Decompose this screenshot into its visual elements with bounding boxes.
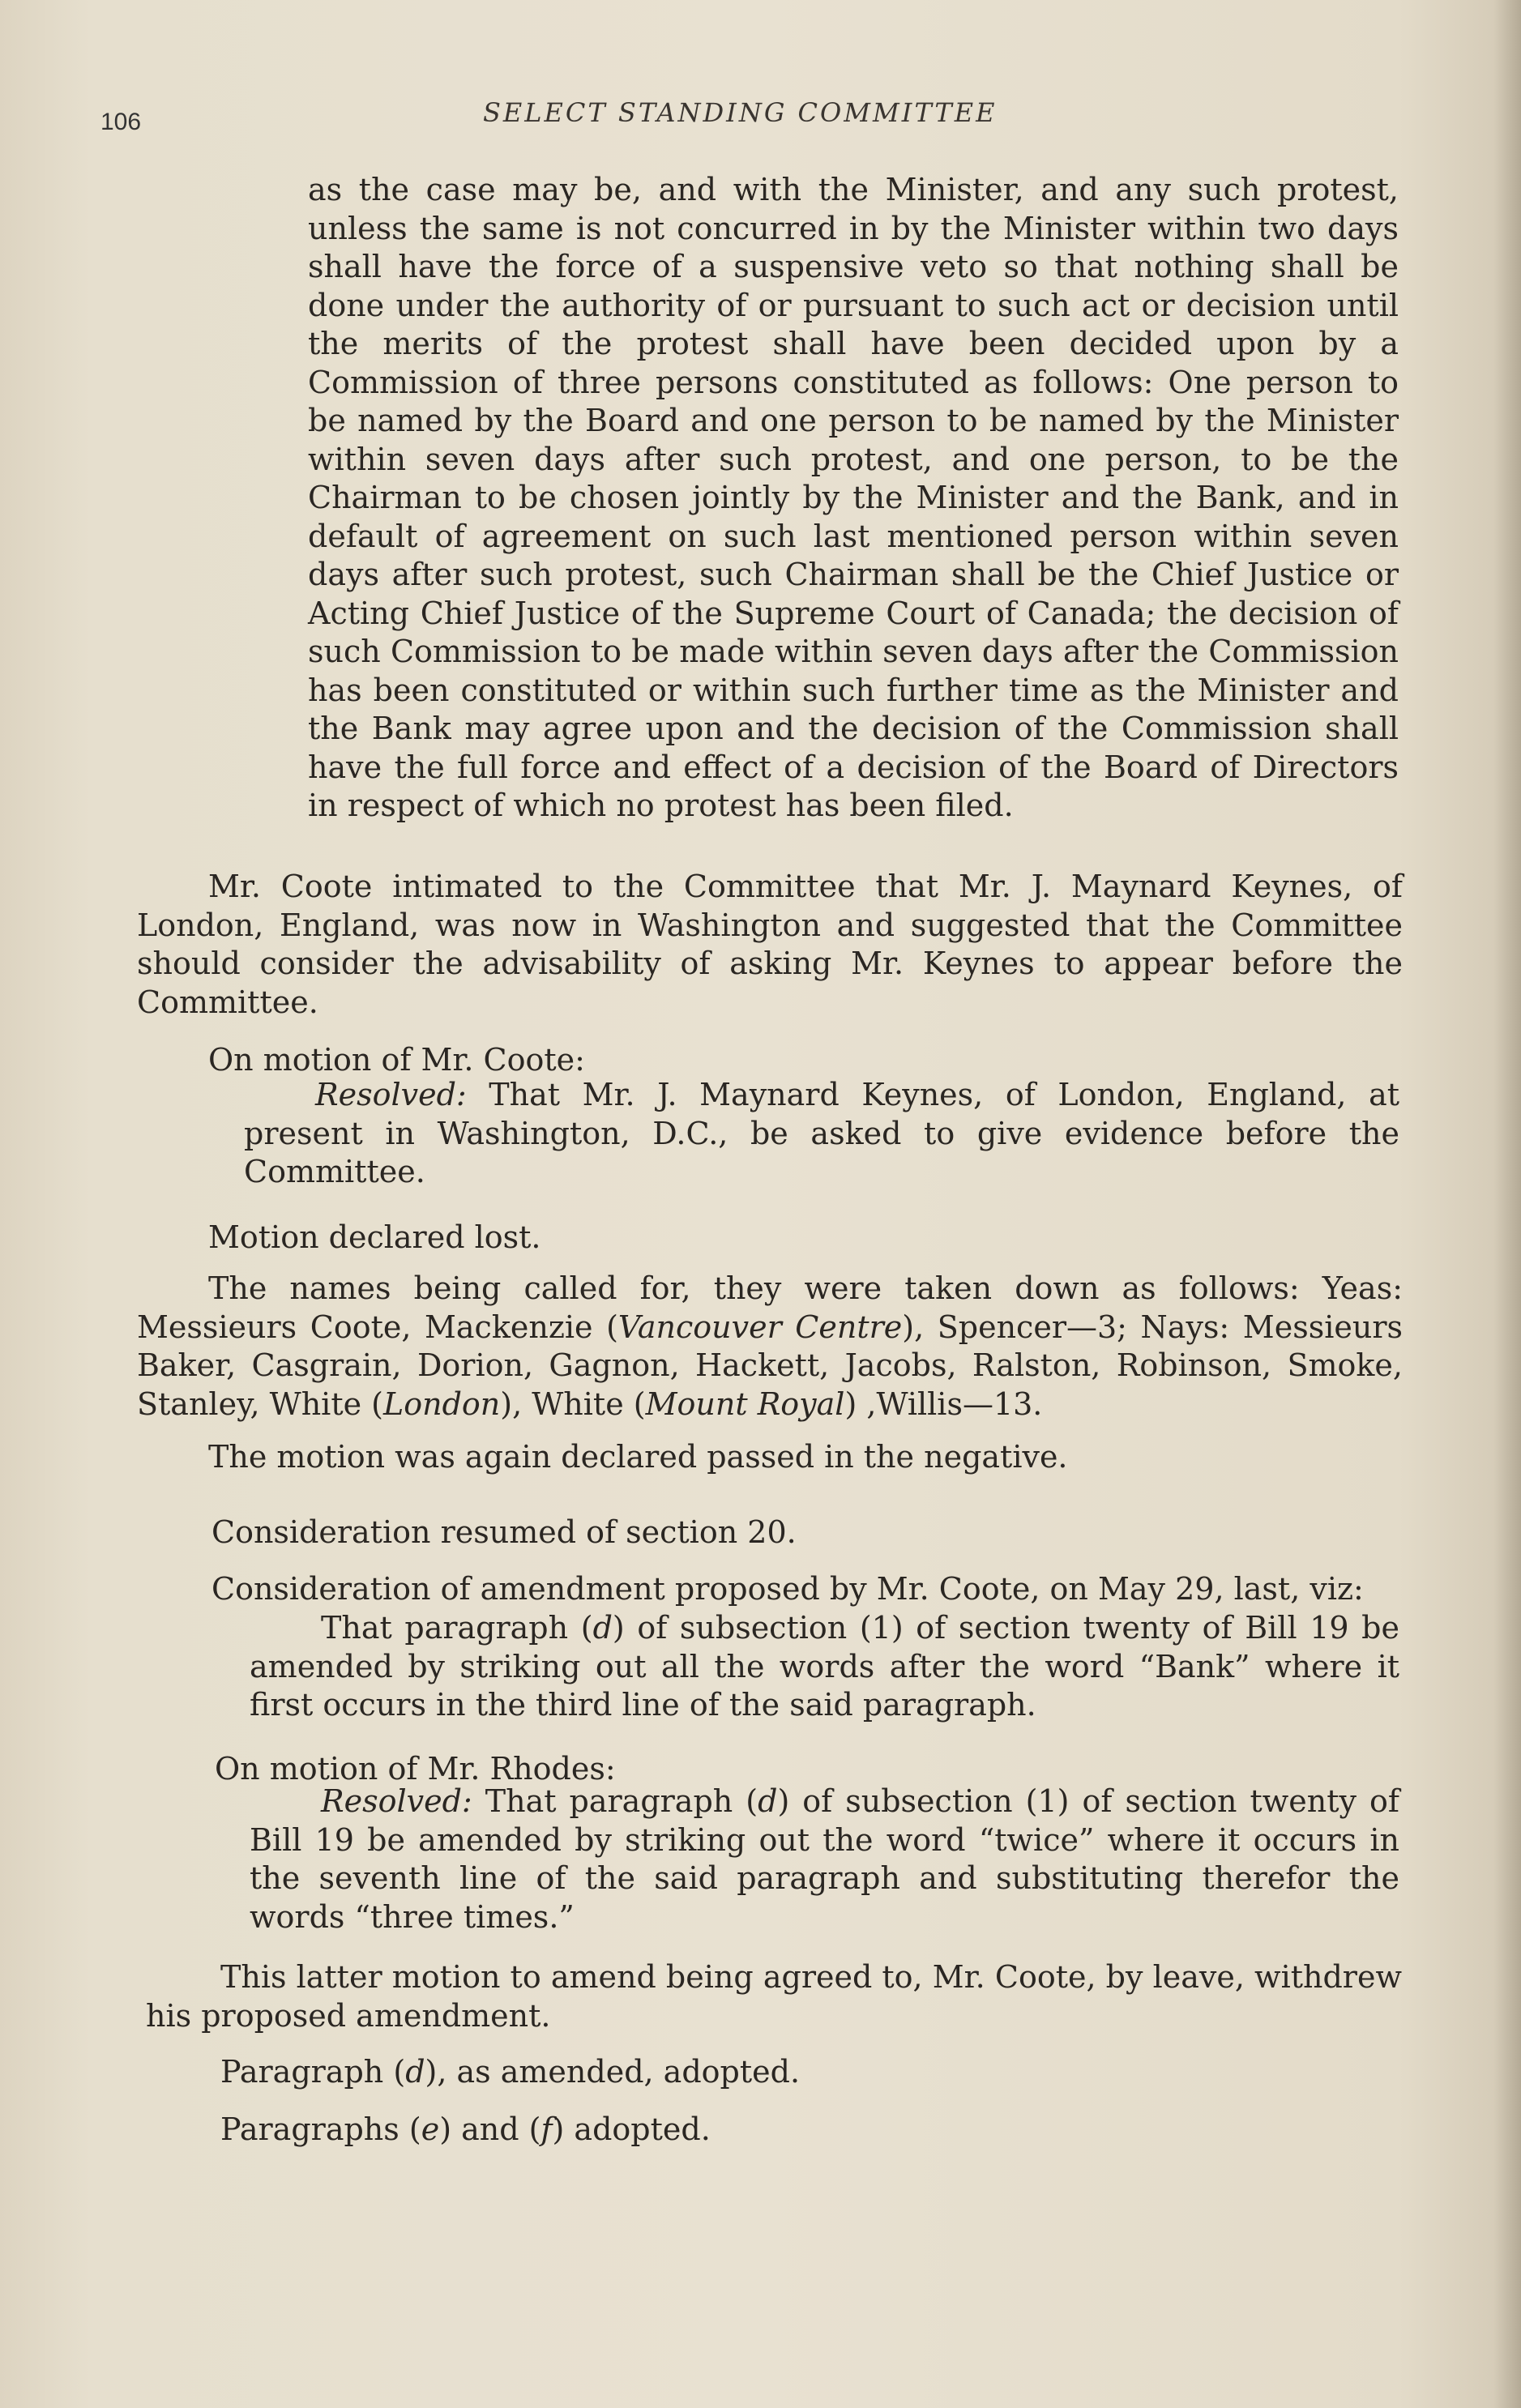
amendment-text-paragraph: That paragraph (d) of subsection (1) of section twenty of Bill 19 be amended by striking out all the words after the word “Bank” where it first occurs in the third line of the said paragraph. (250, 1610, 1399, 1723)
motion-negative-line: The motion was again declared passed in the negative. (208, 1439, 1068, 1475)
paragraph-d-adopted-line: Paragraph (d), as amended, adopted. (220, 2054, 801, 2090)
consideration-amendment-line: Consideration of amendment proposed by Mr. Coote, on May 29, last, viz: (211, 1571, 1364, 1607)
resolved-three-times-paragraph: Resolved: That paragraph (d) of subsection (1) of section twenty of Bill 19 be amended by striking out the word “twice” where it occurs in the seventh line of the said paragraph and substituting therefor the words “three times.” (250, 1783, 1399, 1935)
page-edge-shadow (1493, 0, 1521, 2408)
motion-coote-line: On motion of Mr. Coote: (208, 1042, 585, 1078)
resolved-label: Resolved: (315, 1077, 467, 1112)
quoted-clause-paragraph: as the case may be, and with the Minister, and any such protest, unless the same is not concurred in by the Minister within two days shall have the force of a suspensive veto so that nothing shall be done under the authority of or pursuant to such act or decision until the merits of the protest shall have been decided upon by a Commission of three persons constituted as follows: One person to be named by the Board and one person to be named by the Minister within seven days after such protest, and one person, to be the Chairman to be chosen jointly by the Minister and the Bank, and in default of agreement on such last mentioned person within seven days after such protest, such Chairman shall be the Chief Justice or Acting Chief Justice of the Supreme Court of Canada; the decision of such Commission to be made within seven days after the Commission has been constituted or within such further time as the Minister and the Bank may agree upon and the decision of the Commission shall have the full force and effect of a decision of the Board of Directors in respect of which no protest has been filed. (308, 172, 1399, 823)
resolved-label: Resolved: (321, 1783, 472, 1819)
latter-motion-paragraph: This latter motion to amend being agreed to, Mr. Coote, by leave, withdrew his proposed amendment. (146, 1959, 1402, 2034)
resolved-text: That Mr. J. Maynard Keynes, of London, England, at present in Washington, D.C., be asked to give evidence before the Committee. (244, 1077, 1399, 1189)
resolved-keynes-paragraph (244, 1076, 1399, 1192)
consideration-resumed-line: Consideration resumed of section 20. (211, 1514, 797, 1550)
paragraphs-e-f-adopted-line: Paragraphs (e) and (f) adopted. (220, 2111, 711, 2147)
division-names-paragraph: The names being called for, they were taken down as follows: Yeas: Messieurs Coote, Mackenzie (Vancouver Centre), Spencer—3; Nays: Messieurs Baker, Casgrain, Dorion, Gagnon, Hackett, Jacobs, Ralston, Robinson, Smoke, Stanley, White (London), White (Mount Royal) ,Willis—13. (137, 1270, 1403, 1422)
motion-rhodes-line: On motion of Mr. Rhodes: (215, 1751, 616, 1787)
motion-lost-line: Motion declared lost. (208, 1219, 541, 1255)
page-number: 106 (100, 109, 142, 135)
running-head: SELECT STANDING COMMITTEE (483, 97, 998, 128)
coote-intimation-paragraph: Mr. Coote intimated to the Committee that Mr. J. Maynard Keynes, of London, England, was now in Washington and suggested that the Committee should consider the advisability of asking Mr. Keynes to appear before the Committee. (137, 869, 1403, 1020)
